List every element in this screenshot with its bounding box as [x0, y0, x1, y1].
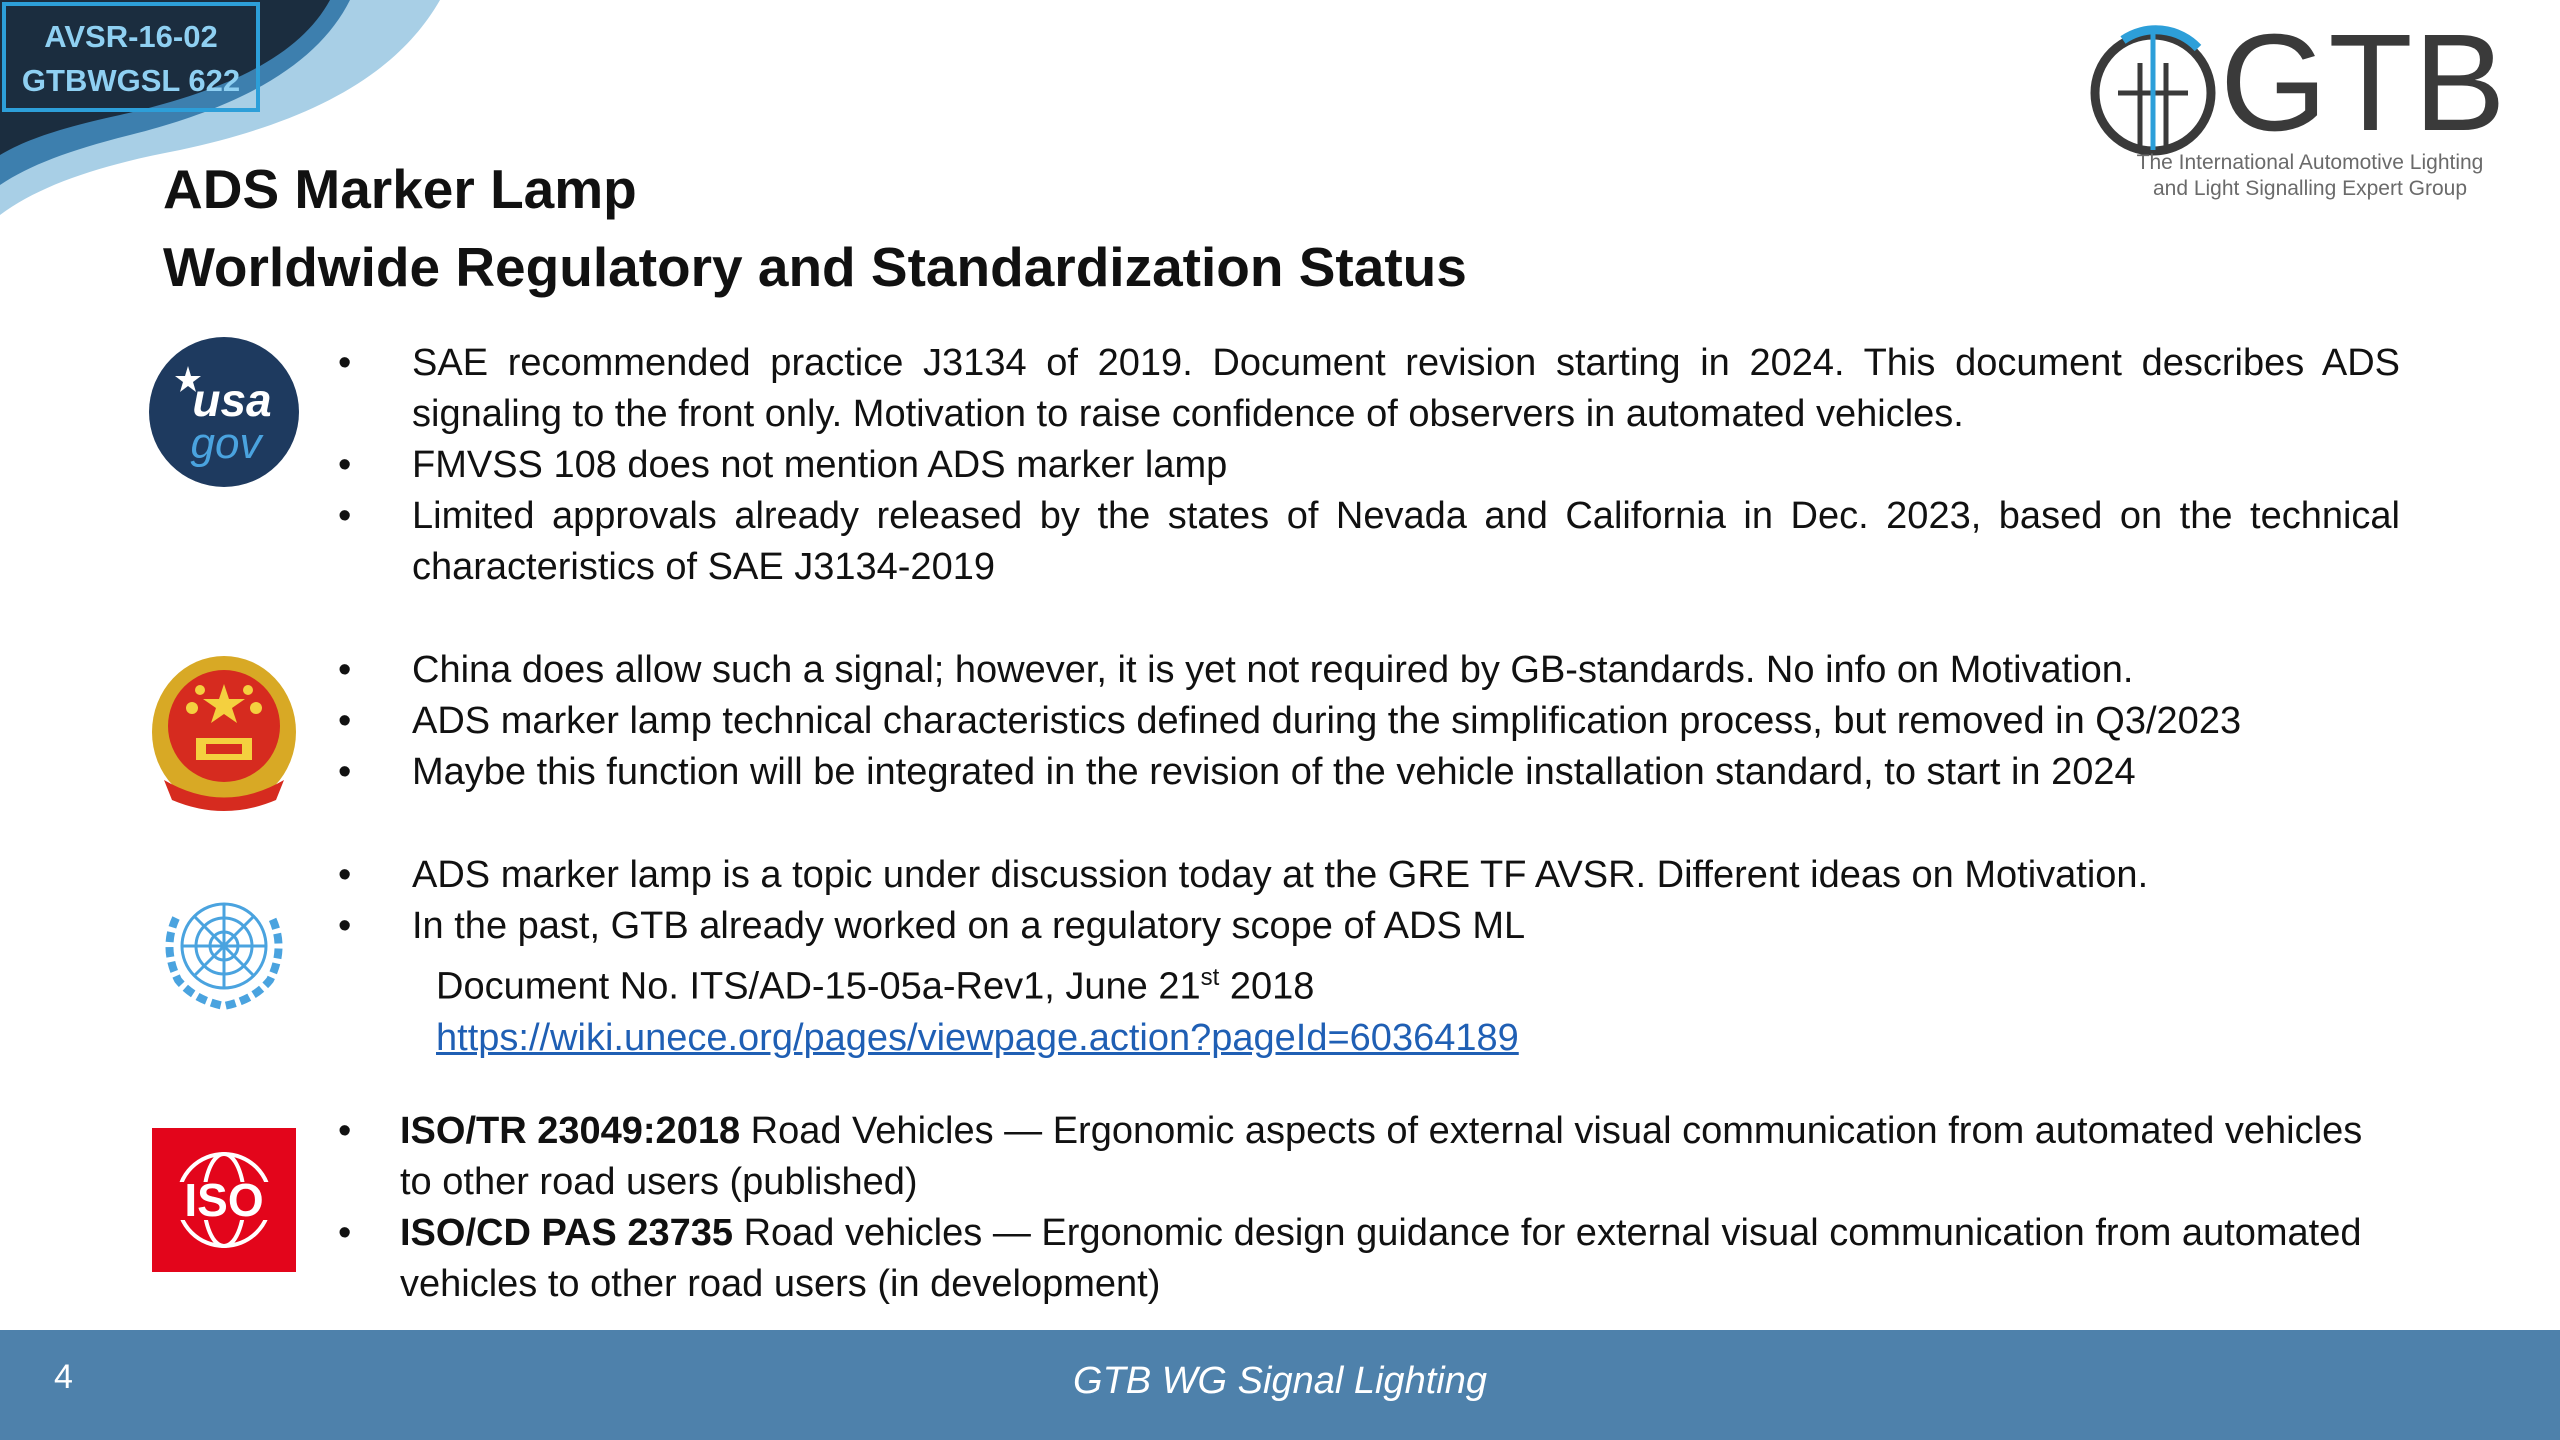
- gtb-logo: [2070, 6, 2540, 214]
- iso-standard-description: Road Vehicles — Ergonomic aspects of external visual communication from automated vehicles to other road users (published): [400, 1110, 2363, 1203]
- un-link-row: [338, 1013, 2400, 1064]
- usagov-logo-icon: [148, 336, 300, 488]
- list-item: • ADS marker lamp is a topic under discussion today at the GRE TF AVSR. Different ideas on Motivation.: [338, 850, 2400, 901]
- china-national-emblem-icon: [148, 650, 300, 812]
- iso-section: [338, 1106, 2400, 1310]
- list-item: • FMVSS 108 does not mention ADS marker lamp: [338, 440, 2400, 491]
- un-document-reference: [338, 952, 2400, 1013]
- list-item: • Maybe this function will be integrated in the revision of the vehicle installation standard, to start in 2024: [338, 747, 2400, 798]
- list-item: • SAE recommended practice J3134 of 2019. Document revision starting in 2024. This document describes ADS signaling to the front only. Motivation to raise confidence of observers in automated vehicles.: [338, 338, 2400, 440]
- list-item: • Limited approvals already released by the states of Nevada and California in Dec. 2023, based on the technical characteristics of SAE J3134-2019: [338, 491, 2400, 593]
- unece-wiki-link[interactable]: https://wiki.unece.org/pages/viewpage.action?pageId=60364189: [436, 1016, 1519, 1059]
- slide-title-line1: ADS Marker Lamp: [163, 158, 637, 220]
- un-emblem-icon: [154, 888, 294, 1012]
- list-item: • China does allow such a signal; however, it is yet not required by GB-standards. No info on Motivation.: [338, 645, 2400, 696]
- usagov-logo-text2: gov: [190, 419, 262, 468]
- usa-bullet-list: [338, 338, 2400, 593]
- list-item: [338, 1106, 2400, 1208]
- iso-bullet-list: [338, 1106, 2400, 1310]
- slide-title: [163, 150, 1467, 306]
- doc-ref-year: 2018: [1219, 965, 1315, 1008]
- usagov-logo-text1: usa: [192, 374, 272, 426]
- usa-section: [338, 338, 2400, 593]
- iso-logo-icon: [152, 1128, 296, 1272]
- iso-standard-code: ISO/TR 23049:2018: [400, 1110, 741, 1152]
- iso-standard-description: Road vehicles — Ergonomic design guidance for external visual communication from automated vehicles to other road users (in development): [400, 1212, 2362, 1305]
- doc-ref-superscript: st: [1200, 964, 1220, 991]
- china-bullet-list: [338, 645, 2400, 798]
- gtb-tagline-line2: and Light Signalling Expert Group: [2152, 177, 2468, 200]
- list-item: [338, 1208, 2400, 1310]
- page-number: 4: [54, 1358, 73, 1396]
- doc-ref-text: Document No. ITS/AD-15-05a-Rev1, June 21: [436, 965, 1201, 1008]
- slide-title-line2: Worldwide Regulatory and Standardization Status: [163, 236, 1467, 298]
- footer-bar: [0, 1330, 2560, 1440]
- iso-standard-code: ISO/CD PAS 23735: [400, 1212, 734, 1254]
- gtb-globe-icon: [2078, 18, 2228, 158]
- gtb-logo-text: GTB: [2220, 6, 2507, 160]
- document-id-badge: [2, 2, 260, 112]
- document-id-line2: GTBWGSL 622: [21, 63, 241, 98]
- iso-logo-text: ISO: [184, 1174, 264, 1226]
- un-bullet-list: [338, 850, 2400, 952]
- footer-title: GTB WG Signal Lighting: [1073, 1360, 1487, 1402]
- gtb-tagline: [2080, 150, 2540, 202]
- list-item: • In the past, GTB already worked on a regulatory scope of ADS ML: [338, 901, 2400, 952]
- un-section: [338, 850, 2400, 1064]
- china-section: [338, 645, 2400, 798]
- document-id-line1: AVSR-16-02: [44, 19, 218, 54]
- gtb-tagline-line1: The International Automotive Lighting: [2136, 151, 2484, 174]
- list-item: • ADS marker lamp technical characteristics defined during the simplification process, but removed in Q3/2023: [338, 696, 2400, 747]
